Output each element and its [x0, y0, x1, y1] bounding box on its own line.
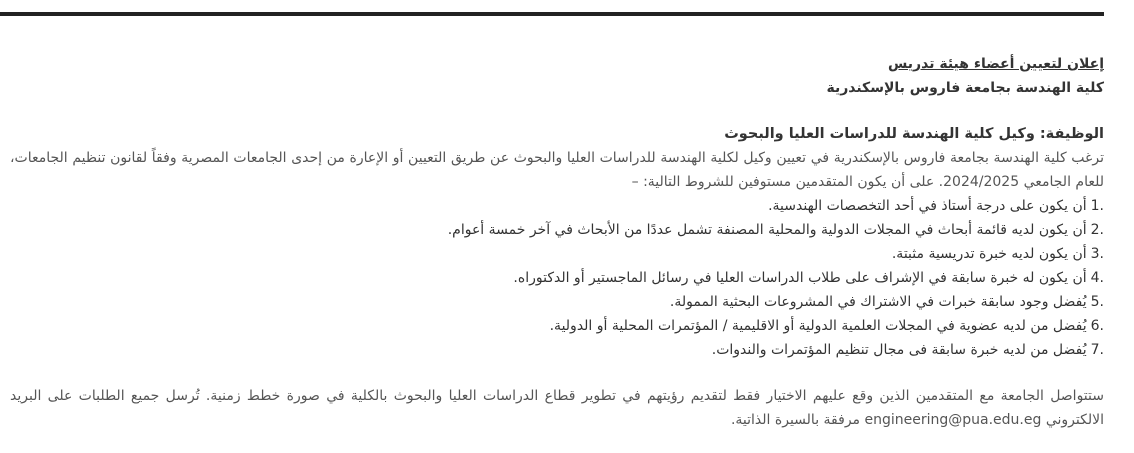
item-number: 3. — [1090, 246, 1104, 262]
top-divider — [0, 12, 1104, 16]
item-text: يُفضل وجود سابقة خبرات في الاشتراك في المشروعات البحثية الممولة. — [669, 294, 1087, 310]
requirements-list — [10, 194, 1104, 362]
list-item — [10, 314, 1104, 338]
item-text: أن يكون لديه قائمة أبحاث في المجلات الدولية والمحلية المصنفة تشمل عددًا من الأبحاث في آخر خمسة أعوام. — [447, 222, 1087, 238]
item-number: 4. — [1090, 270, 1104, 286]
list-item — [10, 242, 1104, 266]
list-item — [10, 218, 1104, 242]
item-text: أن يكون لديه خبرة تدريسية مثبتة. — [891, 246, 1087, 262]
list-item — [10, 266, 1104, 290]
item-number: 1. — [1090, 198, 1104, 214]
announcement-title-link[interactable]: إعلان لتعيين أعضاء هيئة تدريس — [888, 56, 1104, 72]
position-heading: الوظيفة: وكيل كلية الهندسة للدراسات العليا والبحوث — [724, 126, 1104, 142]
intro-paragraph: ترغب كلية الهندسة بجامعة فاروس بالإسكندرية في تعيين وكيل لكلية الهندسة للدراسات العليا والبحوث عن طريق التعيين أو الإعارة من إحدى الجامعات المصرية وفقاً لقانون تنظيم الجامعات، للعام الجامعي 2024/2025. على أن يكون المتقدمين مستوفين للشروط التالية: – — [10, 150, 1104, 190]
list-item — [10, 194, 1104, 218]
item-number: 5. — [1090, 294, 1104, 310]
item-text: أن يكون على درجة أستاذ في أحد التخصصات الهندسية. — [768, 198, 1087, 214]
item-text: يُفضل من لديه عضوية في المجلات العلمية الدولية أو الاقليمية / المؤتمرات المحلية أو الدولية. — [549, 318, 1087, 334]
closing-paragraph: ستتواصل الجامعة مع المتقدمين الذين وقع عليهم الاختيار فقط لتقديم رؤيتهم في تطوير قطاع الدراسات العليا والبحوث بالكلية في صورة خطط زمنية. تُرسل جميع الطلبات على البريد الالكتروني engineering@pua.edu.eg مرفقة بالسيرة الذاتية. — [10, 388, 1104, 428]
item-text: يُفضل من لديه خبرة سابقة فى مجال تنظيم المؤتمرات والندوات. — [711, 342, 1087, 358]
item-text: أن يكون له خبرة سابقة في الإشراف على طلاب الدراسات العليا في رسائل الماجستير أو الدكتوراه. — [513, 270, 1087, 286]
list-item — [10, 338, 1104, 362]
faculty-subtitle: كلية الهندسة بجامعة فاروس بالإسكندرية — [826, 80, 1104, 96]
item-number: 6. — [1090, 318, 1104, 334]
spacer — [10, 100, 1104, 122]
list-item — [10, 290, 1104, 314]
announcement-body — [10, 52, 1104, 432]
item-number: 2. — [1090, 222, 1104, 238]
item-number: 7. — [1090, 342, 1104, 358]
